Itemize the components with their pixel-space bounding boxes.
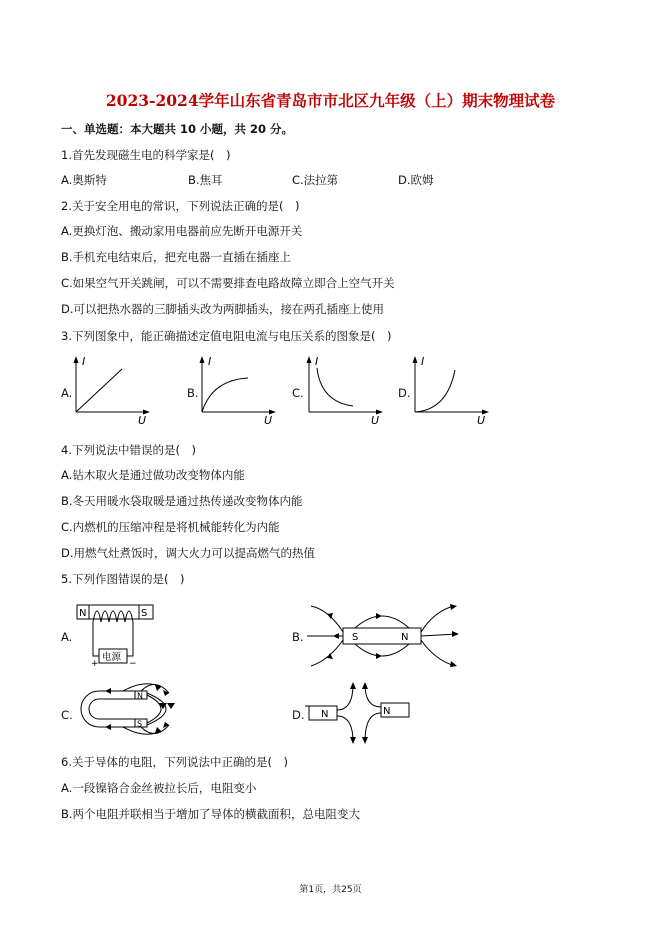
q3-option-c: C.: [292, 386, 304, 400]
left-magnet-n-label: N: [321, 709, 329, 720]
q2-option-c: C.如果空气开关跳闸，可以不需要排查电路故障立即合上空气开关: [61, 276, 395, 290]
q2-option-d: D.可以把热水器的三脚插头改为两脚插头，接在两孔插座上使用: [61, 302, 385, 316]
q4-option-c: C.内燃机的压缩冲程是将机械能转化为内能: [61, 520, 280, 534]
q5-figure-c-u-magnet: [75, 683, 185, 738]
solenoid-s-label: S: [141, 608, 148, 619]
q3-graph-a: [72, 352, 162, 427]
graph-b-axis-u: U: [264, 414, 273, 427]
q5-option-a: A.: [61, 630, 73, 644]
q1-option-b: B.焦耳: [188, 173, 223, 187]
power-source-label: 电源: [102, 652, 122, 663]
q3-graph-d: [411, 352, 501, 427]
q3-graph-b: [198, 352, 288, 427]
question-1-stem: 1.首先发现磁生电的科学家是( ): [61, 148, 231, 162]
magnet-s-label: S: [352, 632, 359, 643]
graph-a-axis-i: I: [82, 355, 86, 368]
q2-option-b: B.手机充电结束后，把充电器一直插在插座上: [61, 250, 292, 264]
question-6-stem: 6.关于导体的电阻，下列说法中正确的是( ): [61, 755, 288, 769]
q5-option-c: C.: [61, 708, 73, 722]
solenoid-n-label: N: [79, 608, 87, 619]
question-3-stem: 3.下列图象中，能正确描述定值电阻电流与电压关系的图象是( ): [61, 329, 392, 343]
q1-option-c: C.法拉第: [292, 173, 339, 187]
q6-option-a: A.一段镍铬合金丝被拉长后，电阻变小: [61, 781, 257, 795]
q3-graph-c: [305, 352, 395, 427]
q6-option-b: B.两个电阻并联相当于增加了导体的横截面积，总电阻变大: [61, 807, 361, 821]
q1-option-a: A.奥斯特: [61, 173, 107, 187]
q5-option-b: B.: [292, 630, 304, 644]
source-plus-label: +: [91, 659, 99, 669]
u-magnet-s-label: S: [137, 719, 143, 729]
question-4-stem: 4.下列说法中错误的是( ): [61, 443, 196, 457]
graph-d-axis-i: I: [421, 355, 425, 368]
graph-b-axis-i: I: [208, 355, 212, 368]
question-5-stem: 5.下列作图错误的是( ): [61, 572, 185, 586]
q5-figure-a-solenoid: [75, 598, 165, 673]
q3-option-d: D.: [398, 386, 411, 400]
graph-c-axis-u: U: [371, 414, 380, 427]
q3-option-a: A.: [61, 386, 73, 400]
source-minus-label: −: [129, 659, 137, 669]
magnet-n-label: N: [401, 632, 409, 643]
q5-figure-d-two-magnets: [305, 680, 415, 745]
question-2-stem: 2.关于安全用电的常识，下列说法正确的是( ): [61, 199, 300, 213]
graph-c-axis-i: I: [315, 355, 319, 368]
graph-a-axis-u: U: [138, 414, 147, 427]
page-footer: 第1页，共25页: [299, 885, 362, 895]
page-title: 2023-2024学年山东省青岛市市北区九年级（上）期末物理试卷: [105, 91, 556, 110]
right-magnet-n-label: N: [383, 706, 391, 717]
q2-option-a: A.更换灯泡、搬动家用电器前应先断开电源开关: [61, 224, 303, 238]
q1-option-d: D.欧姆: [398, 173, 434, 187]
section-heading: 一、单选题：本大题共 10 小题，共 20 分。: [61, 122, 294, 136]
u-magnet-n-label: N: [137, 691, 143, 701]
q3-option-b: B.: [187, 386, 199, 400]
q5-figure-b-bar-magnet: [305, 600, 465, 670]
graph-d-axis-u: U: [477, 414, 486, 427]
q4-option-d: D.用燃气灶煮饭时，调大火力可以提高燃气的热值: [61, 546, 316, 560]
q5-option-d: D.: [292, 708, 305, 722]
q4-option-b: B.冬天用暖水袋取暖是通过热传递改变物体内能: [61, 494, 303, 508]
q4-option-a: A.钻木取火是通过做功改变物体内能: [61, 468, 245, 482]
